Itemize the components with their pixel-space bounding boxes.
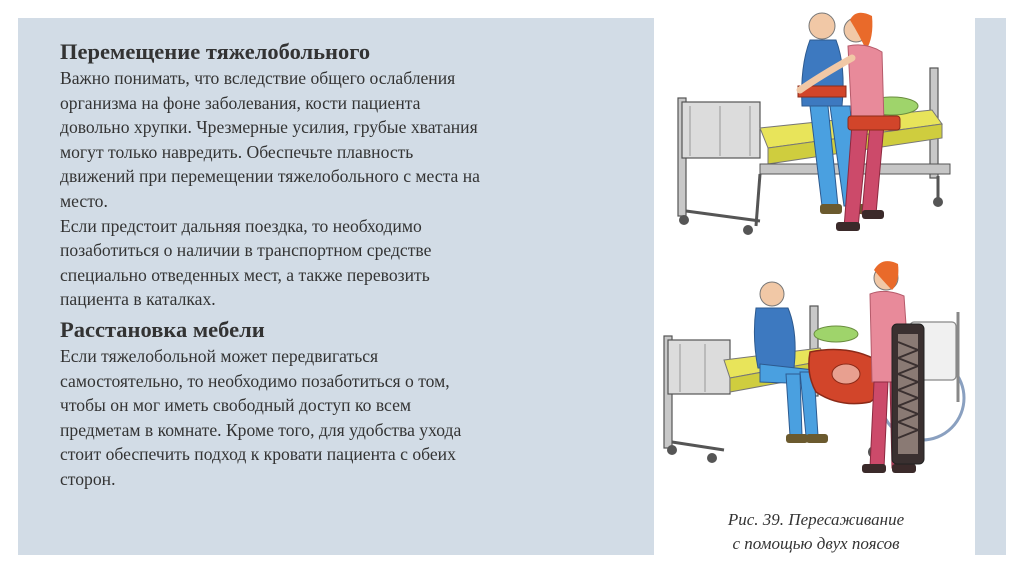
paragraph-line: самостоятельно, то необходимо позаботиться о том, <box>60 370 450 391</box>
caption-line: Рис. 39. Пересаживание <box>727 510 905 529</box>
article-content <box>60 38 640 492</box>
paragraph-line: чтобы он мог иметь свободный доступ ко всем <box>60 395 412 416</box>
paragraph-line: предметам в комнате. Кроме того, для удобства ухода <box>60 419 462 440</box>
paragraph-line: Важно понимать, что вследствие общего ослабления <box>60 68 456 88</box>
heading-furniture: Расстановка мебели <box>60 316 265 342</box>
heading-moving-patient: Перемещение тяжелобольного <box>60 39 371 64</box>
figure-caption <box>660 508 972 556</box>
decorative-side-strip <box>975 18 1006 555</box>
paragraph-line: движений при перемещении тяжелобольного с места на <box>60 166 480 187</box>
paragraph-line: Если предстоит дальняя поездка, то необходимо <box>60 215 422 236</box>
paragraph-line: позаботиться о наличии в транспортном средстве <box>60 240 432 261</box>
paragraph-line: Если тяжелобольной может передвигаться <box>60 345 379 366</box>
text-panel <box>18 18 654 555</box>
paragraph-line: пациента в каталках. <box>60 289 216 310</box>
paragraph-line: специально отведенных мест, а также перевозить <box>60 264 430 285</box>
caption-line: с помощью двух поясов <box>732 534 900 553</box>
paragraph-line: стоит обеспечить подход к кровати пациента с обеих <box>60 444 456 465</box>
illustration-transfer-to-wheelchair <box>660 252 972 492</box>
paragraph-line: организма на фоне заболевания, кости пациента <box>60 92 421 113</box>
paragraph-line: могут только навредить. Обеспечьте плавность <box>60 141 414 162</box>
paragraph-line: довольно хрупки. Чрезмерные усилия, грубые хватания <box>60 117 478 138</box>
figure-illustrations <box>660 0 972 574</box>
paragraph-line: сторон. <box>60 468 116 489</box>
illustration-lift-from-bed <box>660 6 972 241</box>
paragraph-line: место. <box>60 190 108 211</box>
